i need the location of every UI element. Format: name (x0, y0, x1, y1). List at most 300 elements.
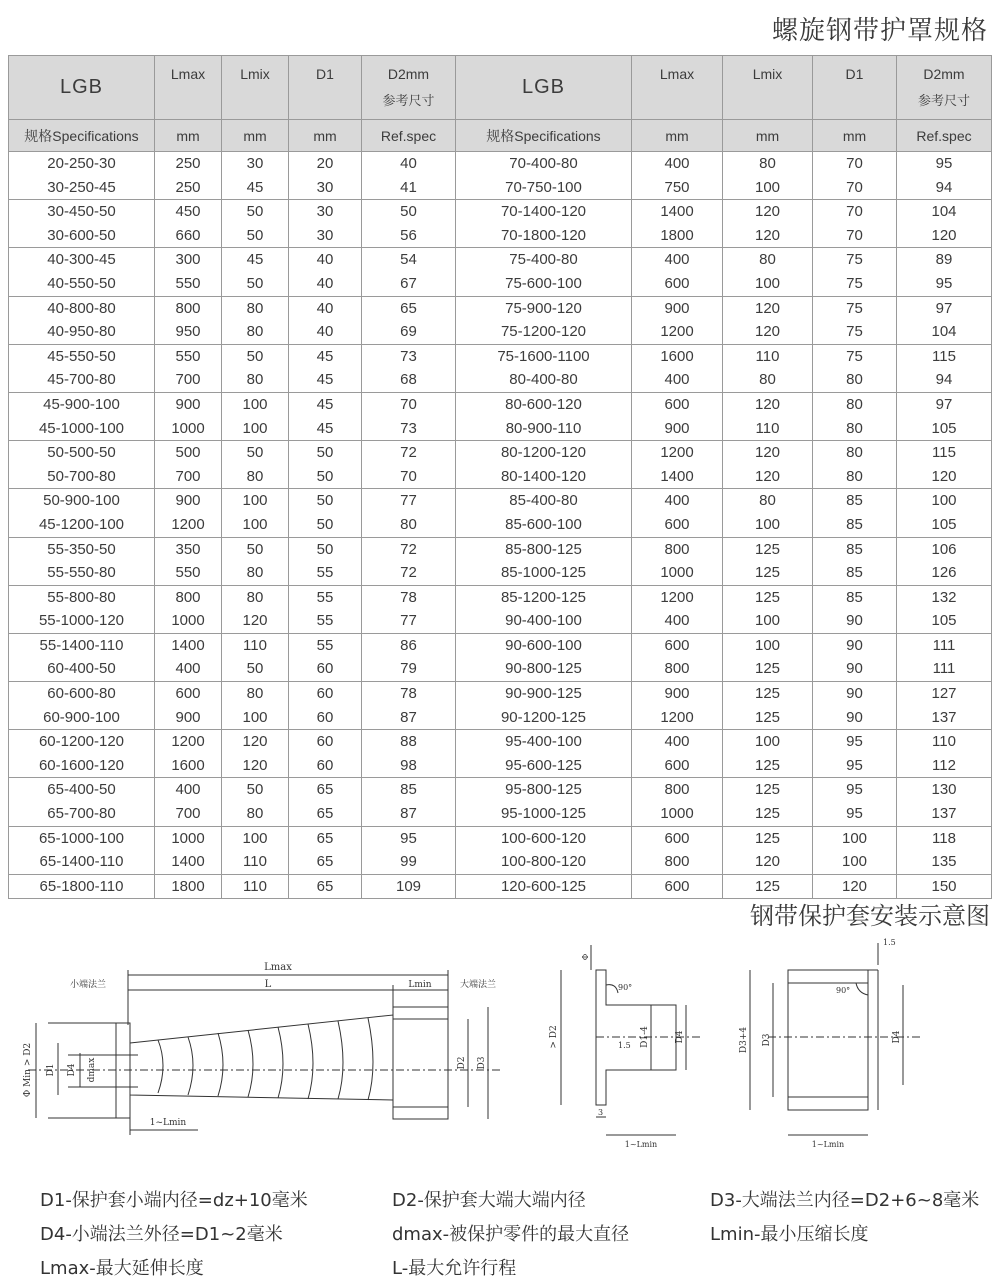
table-row (9, 200, 992, 224)
table-cell: 80 (222, 561, 289, 585)
table-cell: 1200 (632, 441, 723, 465)
table-cell: 72 (362, 561, 456, 585)
table-cell: 54 (362, 248, 456, 272)
table-cell: 100-800-120 (456, 850, 632, 874)
table-cell: 120 (222, 730, 289, 754)
table-cell: 80-1400-120 (456, 465, 632, 489)
table-cell: 1000 (632, 561, 723, 585)
table-cell: 94 (897, 176, 992, 200)
table-cell: 40 (289, 296, 362, 320)
table-cell: 50 (222, 537, 289, 561)
table-cell: 60 (289, 730, 362, 754)
table-cell: 68 (362, 368, 456, 392)
table-cell: 1000 (632, 802, 723, 826)
table-cell: 600 (632, 874, 723, 899)
table-cell: 40-950-80 (9, 320, 155, 344)
table-cell: 900 (155, 392, 222, 416)
table-cell: 50 (222, 778, 289, 802)
table-cell: 60 (289, 657, 362, 681)
table-cell: 106 (897, 537, 992, 561)
table-cell: 55 (289, 561, 362, 585)
table-cell: 90-600-100 (456, 633, 632, 657)
table-cell: 99 (362, 850, 456, 874)
table-cell: 80-600-120 (456, 392, 632, 416)
legend-item: Lmin-最小压缩长度 (710, 1224, 869, 1245)
table-cell: 78 (362, 585, 456, 609)
table-cell: 65 (362, 296, 456, 320)
table-cell: 1400 (155, 633, 222, 657)
table-cell: 85 (362, 778, 456, 802)
table-row (9, 152, 992, 176)
label-d2: D2 (457, 1056, 467, 1070)
table-cell: 120 (723, 320, 813, 344)
table-cell: 50 (289, 489, 362, 513)
table-cell: 100 (723, 272, 813, 296)
table-row (9, 441, 992, 465)
table-cell: 95 (897, 152, 992, 176)
table-cell: 70-750-100 (456, 176, 632, 200)
table-cell: 120-600-125 (456, 874, 632, 899)
table-cell: 75-1200-120 (456, 320, 632, 344)
table-cell: 90 (813, 657, 897, 681)
table-cell: 41 (362, 176, 456, 200)
table-cell: 85 (813, 513, 897, 537)
table-cell: 50 (222, 344, 289, 368)
table-cell: 80-400-80 (456, 368, 632, 392)
table-cell: 87 (362, 802, 456, 826)
table-row (9, 489, 992, 513)
header-lmix-right: Lmix (723, 56, 813, 120)
table-cell: 115 (897, 441, 992, 465)
table-cell: 90 (813, 706, 897, 730)
table-row (9, 296, 992, 320)
table-cell: 400 (155, 778, 222, 802)
table-cell: 550 (155, 561, 222, 585)
table-cell: 600 (632, 392, 723, 416)
header-lmax-left: Lmax (155, 56, 222, 120)
table-cell: 550 (155, 344, 222, 368)
table-cell: 80 (723, 152, 813, 176)
assembly-drawing (8, 935, 508, 1165)
header-d2-ref: 参考尺寸 (382, 93, 435, 108)
installation-diagram (8, 935, 992, 1165)
table-cell: 350 (155, 537, 222, 561)
table-row (9, 826, 992, 850)
table-cell: 1600 (155, 754, 222, 778)
table-cell: 45 (222, 176, 289, 200)
table-cell: 1200 (632, 706, 723, 730)
table-cell: 55-1400-110 (9, 633, 155, 657)
table-cell: 30-450-50 (9, 200, 155, 224)
table-cell: 550 (155, 272, 222, 296)
table-cell: 700 (155, 368, 222, 392)
table-row (9, 754, 992, 778)
label-gt-d2: > D2 (549, 1025, 559, 1049)
table-cell: 50-500-50 (9, 441, 155, 465)
table-cell: 65 (289, 778, 362, 802)
table-cell: 120 (723, 465, 813, 489)
table-cell: 65 (289, 802, 362, 826)
table-cell: 73 (362, 344, 456, 368)
table-cell: 75-900-120 (456, 296, 632, 320)
table-cell: 50 (289, 537, 362, 561)
header-d2-label: D2mm (387, 66, 430, 82)
header-unit: mm (155, 120, 222, 152)
table-cell: 97 (897, 392, 992, 416)
table-cell: 70 (362, 392, 456, 416)
table-cell: 1000 (155, 609, 222, 633)
table-cell: 100 (222, 513, 289, 537)
table-cell: 77 (362, 489, 456, 513)
table-cell: 50 (289, 513, 362, 537)
table-cell: 800 (632, 850, 723, 874)
label-dim-3: 3 (598, 1108, 604, 1117)
table-row (9, 633, 992, 657)
table-cell: 95-600-125 (456, 754, 632, 778)
table-cell: 70-1400-120 (456, 200, 632, 224)
header-unit: mm (222, 120, 289, 152)
label-d1: D1 (46, 1063, 56, 1077)
table-cell: 125 (723, 706, 813, 730)
table-row (9, 657, 992, 681)
table-cell: 45 (289, 344, 362, 368)
legend-item: D2-保护套大端大端内径 (392, 1190, 586, 1211)
table-cell: 70-1800-120 (456, 224, 632, 248)
table-row (9, 465, 992, 489)
table-cell: 105 (897, 609, 992, 633)
table-cell: 125 (723, 682, 813, 706)
table-cell: 50 (222, 224, 289, 248)
table-row (9, 392, 992, 416)
table-row (9, 802, 992, 826)
spec-table (8, 55, 992, 899)
table-cell: 85-400-80 (456, 489, 632, 513)
table-cell: 60-1200-120 (9, 730, 155, 754)
table-cell: 1000 (155, 826, 222, 850)
table-cell: 75 (813, 320, 897, 344)
table-cell: 100 (813, 826, 897, 850)
table-cell: 250 (155, 152, 222, 176)
table-cell: 55-550-80 (9, 561, 155, 585)
table-cell: 40-800-80 (9, 296, 155, 320)
table-cell: 85-800-125 (456, 537, 632, 561)
table-cell: 85-600-100 (456, 513, 632, 537)
table-cell: 80 (813, 417, 897, 441)
table-cell: 600 (632, 513, 723, 537)
table-cell: 69 (362, 320, 456, 344)
table-cell: 50 (222, 272, 289, 296)
table-row (9, 682, 992, 706)
table-cell: 45-900-100 (9, 392, 155, 416)
table-cell: 110 (222, 874, 289, 899)
page-title: 螺旋钢带护罩规格 (771, 16, 988, 46)
table-row (9, 368, 992, 392)
table-cell: 75 (813, 248, 897, 272)
table-cell: 30-600-50 (9, 224, 155, 248)
table-cell: 87 (362, 706, 456, 730)
table-cell: 80 (813, 441, 897, 465)
table-cell: 125 (723, 754, 813, 778)
table-row (9, 248, 992, 272)
table-cell: 65-1800-110 (9, 874, 155, 899)
table-cell: 120 (723, 392, 813, 416)
table-cell: 120 (723, 224, 813, 248)
table-cell: 20-250-30 (9, 152, 155, 176)
table-cell: 700 (155, 465, 222, 489)
table-cell: 400 (155, 657, 222, 681)
table-cell: 800 (155, 585, 222, 609)
table-cell: 95 (362, 826, 456, 850)
header-lgb-left: LGB (9, 56, 155, 120)
table-cell: 125 (723, 874, 813, 899)
table-cell: 75-600-100 (456, 272, 632, 296)
table-cell: 1800 (632, 224, 723, 248)
table-cell: 109 (362, 874, 456, 899)
legend-row (40, 1182, 990, 1216)
table-cell: 400 (632, 152, 723, 176)
table-cell: 400 (632, 609, 723, 633)
table-cell: 126 (897, 561, 992, 585)
table-cell: 125 (723, 585, 813, 609)
table-cell: 79 (362, 657, 456, 681)
table-cell: 56 (362, 224, 456, 248)
table-cell: 70-400-80 (456, 152, 632, 176)
label-l: L (264, 979, 272, 990)
table-row (9, 537, 992, 561)
table-cell: 40-550-50 (9, 272, 155, 296)
table-cell: 60-600-80 (9, 682, 155, 706)
table-cell: 105 (897, 513, 992, 537)
table-cell: 600 (632, 633, 723, 657)
header-unit: mm (723, 120, 813, 152)
table-cell: 67 (362, 272, 456, 296)
table-row (9, 513, 992, 537)
table-cell: 40-300-45 (9, 248, 155, 272)
table-cell: 45-1200-100 (9, 513, 155, 537)
header-d2-right (897, 56, 992, 120)
table-cell: 88 (362, 730, 456, 754)
table-cell: 30 (289, 176, 362, 200)
table-cell: 70 (813, 224, 897, 248)
table-cell: 110 (222, 633, 289, 657)
table-cell: 125 (723, 537, 813, 561)
table-cell: 78 (362, 682, 456, 706)
table-cell: 600 (632, 826, 723, 850)
header-unit: mm (289, 120, 362, 152)
label-small-flange: 小端法兰 (70, 980, 107, 990)
table-cell: 800 (632, 778, 723, 802)
table-cell: 95-400-100 (456, 730, 632, 754)
header-d1-left: D1 (289, 56, 362, 120)
table-cell: 800 (632, 537, 723, 561)
table-cell: 40 (289, 272, 362, 296)
table-cell: 90 (813, 682, 897, 706)
table-cell: 120 (222, 754, 289, 778)
table-cell: 50 (289, 465, 362, 489)
table-cell: 100 (222, 489, 289, 513)
label-lmax: Lmax (264, 962, 292, 973)
table-cell: 50 (222, 200, 289, 224)
label-d3-4: D3+4 (739, 1026, 749, 1054)
table-cell: 30 (289, 200, 362, 224)
table-cell: 55-800-80 (9, 585, 155, 609)
table-cell: 65-1000-100 (9, 826, 155, 850)
table-cell: 1600 (632, 344, 723, 368)
table-row (9, 778, 992, 802)
label-d4: D4 (892, 1030, 902, 1044)
table-cell: 80 (362, 513, 456, 537)
table-cell: 85-1200-125 (456, 585, 632, 609)
table-cell: 125 (723, 778, 813, 802)
table-cell: 100 (723, 633, 813, 657)
table-cell: 73 (362, 417, 456, 441)
header-d2-label: D2mm (923, 66, 965, 82)
header-ref-spec: Ref.spec (897, 120, 992, 152)
table-cell: 100 (897, 489, 992, 513)
table-row (9, 224, 992, 248)
table-cell: 95-1000-125 (456, 802, 632, 826)
label-d3: D3 (762, 1033, 772, 1047)
table-cell: 100 (813, 850, 897, 874)
table-cell: 600 (632, 754, 723, 778)
table-cell: 300 (155, 248, 222, 272)
table-cell: 70 (362, 465, 456, 489)
table-cell: 1400 (155, 850, 222, 874)
table-cell: 250 (155, 176, 222, 200)
table-cell: 120 (222, 609, 289, 633)
table-cell: 85 (813, 537, 897, 561)
table-cell: 50-700-80 (9, 465, 155, 489)
table-row (9, 706, 992, 730)
table-cell: 60 (289, 706, 362, 730)
table-cell: 105 (897, 417, 992, 441)
spec-table-body (9, 152, 992, 899)
table-cell: 70 (813, 200, 897, 224)
table-cell: 50 (289, 441, 362, 465)
table-cell: 30-250-45 (9, 176, 155, 200)
table-cell: 104 (897, 200, 992, 224)
table-cell: 45 (289, 417, 362, 441)
table-cell: 137 (897, 802, 992, 826)
label-d1-4: D1-4 (640, 1026, 650, 1048)
table-cell: 1800 (155, 874, 222, 899)
table-cell: 132 (897, 585, 992, 609)
table-cell: 80 (222, 465, 289, 489)
table-cell: 900 (632, 682, 723, 706)
label-dim-15: 1.5 (883, 938, 896, 947)
table-cell: 1400 (632, 465, 723, 489)
table-cell: 900 (155, 489, 222, 513)
table-cell: 112 (897, 754, 992, 778)
table-cell: 75-1600-1100 (456, 344, 632, 368)
table-cell: 118 (897, 826, 992, 850)
table-cell: 80 (813, 465, 897, 489)
table-cell: 660 (155, 224, 222, 248)
legend-item: Lmax-最大延伸长度 (40, 1258, 204, 1279)
header-ref-spec: Ref.spec (362, 120, 456, 152)
table-cell: 80-900-110 (456, 417, 632, 441)
legend-item: L-最大允许行程 (392, 1258, 517, 1279)
table-cell: 85 (813, 489, 897, 513)
table-cell: 75-400-80 (456, 248, 632, 272)
table-row (9, 272, 992, 296)
table-cell: 800 (155, 296, 222, 320)
table-cell: 40 (362, 152, 456, 176)
table-cell: 30 (289, 224, 362, 248)
table-cell: 90-900-125 (456, 682, 632, 706)
table-cell: 98 (362, 754, 456, 778)
table-cell: 120 (897, 465, 992, 489)
table-cell: 100 (723, 730, 813, 754)
header-spec-left: 规格Specifications (9, 120, 155, 152)
table-cell: 150 (897, 874, 992, 899)
table-cell: 100 (723, 609, 813, 633)
table-cell: 127 (897, 682, 992, 706)
table-cell: 86 (362, 633, 456, 657)
table-cell: 1200 (155, 513, 222, 537)
table-cell: 89 (897, 248, 992, 272)
table-cell: 100 (222, 826, 289, 850)
table-row (9, 561, 992, 585)
label-one-lmin: 1~Lmin (624, 1140, 658, 1149)
table-cell: 60 (289, 754, 362, 778)
table-cell: 45 (289, 392, 362, 416)
table-cell: 450 (155, 200, 222, 224)
table-cell: 900 (155, 706, 222, 730)
table-cell: 50 (222, 657, 289, 681)
table-cell: 111 (897, 657, 992, 681)
table-row (9, 585, 992, 609)
legend-item: D4-小端法兰外径=D1~2毫米 (40, 1224, 283, 1245)
table-cell: 400 (632, 489, 723, 513)
table-cell: 80 (813, 368, 897, 392)
label-d3: D3 (477, 1056, 487, 1070)
table-cell: 130 (897, 778, 992, 802)
table-row (9, 344, 992, 368)
table-cell: 50 (222, 441, 289, 465)
table-cell: 75 (813, 344, 897, 368)
table-cell: 85-1000-125 (456, 561, 632, 585)
table-cell: 55 (289, 585, 362, 609)
table-cell: 120 (723, 296, 813, 320)
table-cell: 55 (289, 633, 362, 657)
table-cell: 65 (289, 826, 362, 850)
legend (40, 1182, 990, 1284)
table-cell: 80 (222, 368, 289, 392)
header-d2-left (362, 56, 456, 120)
label-lmin: Lmin (408, 980, 432, 990)
table-cell: 110 (723, 344, 813, 368)
table-cell: 400 (632, 368, 723, 392)
table-cell: 80 (222, 682, 289, 706)
legend-item: D3-大端法兰内径=D2+6~8毫米 (710, 1190, 980, 1211)
table-cell: 800 (632, 657, 723, 681)
table-cell: 100 (222, 392, 289, 416)
table-cell: 100 (723, 513, 813, 537)
table-cell: 110 (222, 850, 289, 874)
table-cell: 75 (813, 272, 897, 296)
table-cell: 120 (723, 850, 813, 874)
table-cell: 950 (155, 320, 222, 344)
table-cell: 70 (813, 176, 897, 200)
table-cell: 80 (222, 585, 289, 609)
table-cell: 110 (723, 417, 813, 441)
table-cell: 45 (289, 368, 362, 392)
table-cell: 80 (723, 248, 813, 272)
table-cell: 95 (813, 802, 897, 826)
table-cell: 75 (813, 296, 897, 320)
table-cell: 900 (632, 417, 723, 441)
